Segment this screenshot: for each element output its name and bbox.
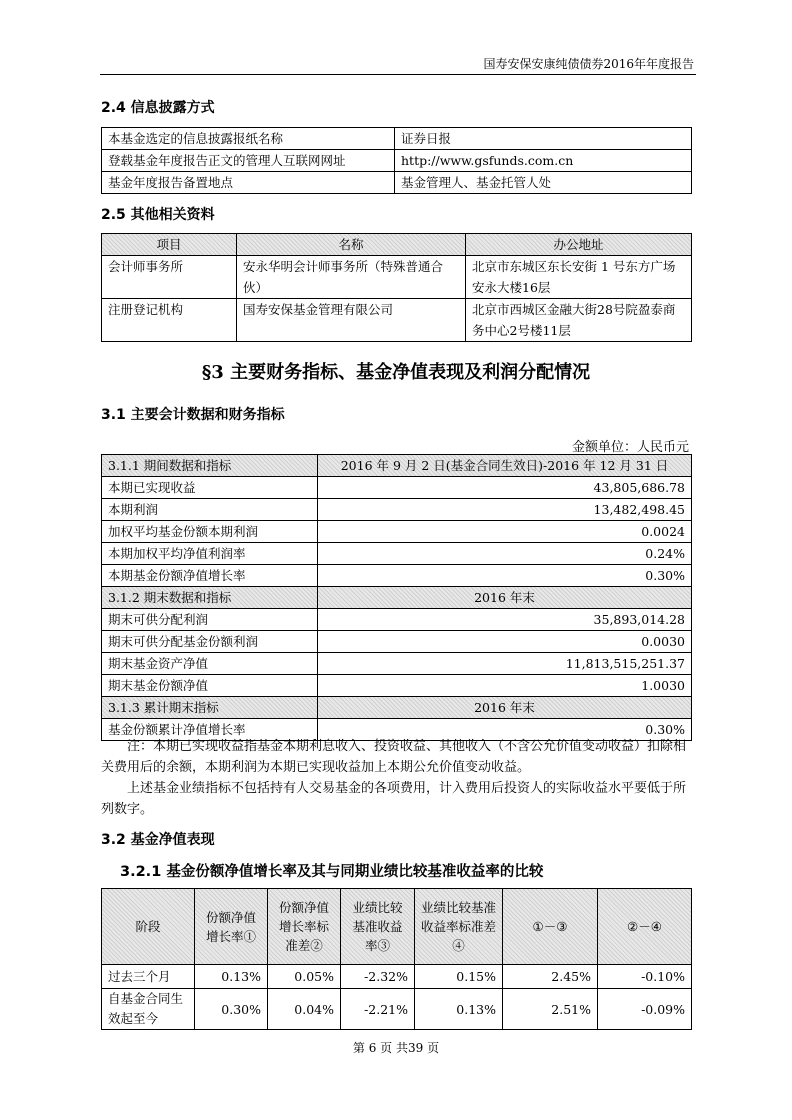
note-2: 上述基金业绩指标不包括持有人交易基金的各项费用，计入费用后投资人的实际收益水平要低于所列数字。 [101,781,687,817]
table-cell: 0.15% [415,965,503,989]
table-row [102,965,692,989]
table-cell: 本期基金份额净值增长率 [102,565,318,587]
table-cell: 2.51% [503,989,598,1030]
table-row [102,565,692,587]
table-cell: 2.45% [503,965,598,989]
table-row [102,609,692,631]
table-row [102,172,692,194]
table-cell: 43,805,686.78 [318,477,692,499]
table-cell: 北京市西城区金融大街28号院盈泰商务中心2号楼11层 [466,299,692,342]
table-cell: 基金管理人、基金托管人处 [395,172,692,194]
table-cell: 本期利润 [102,499,318,521]
table-cell: 加权平均基金份额本期利润 [102,521,318,543]
table-cell: 期末可供分配基金份额利润 [102,631,318,653]
table-header: 项目 [102,234,237,256]
table-row [102,543,692,565]
table-cell: 自基金合同生效起至今 [102,989,195,1030]
table-cell: 北京市东城区东长安街 1 号东方广场安永大楼16层 [466,256,692,299]
table-cell: 会计师事务所 [102,256,237,299]
table-cell: http://www.gsfunds.com.cn [395,150,692,172]
table-cell: 本期已实现收益 [102,477,318,499]
table-cell: -0.09% [598,989,692,1030]
table-row [102,653,692,675]
table-cell: 2016 年末 [318,587,692,609]
table-header: ①－③ [503,889,598,965]
table-cell: -2.21% [341,989,415,1030]
table-cell: 3.1.3 累计期末指标 [102,697,318,719]
disclosure-table [101,127,692,194]
table-cell: -2.32% [341,965,415,989]
table-cell: 13,482,498.45 [318,499,692,521]
section-3-2-1-title: 3.2.1 基金份额净值增长率及其与同期业绩比较基准收益率的比较 [120,864,544,880]
nav-performance-table [101,888,692,1030]
table-cell: 基金年度报告备置地点 [102,172,395,194]
table-cell: 0.0030 [318,631,692,653]
table-cell: 0.30% [318,719,692,741]
table-row [102,128,692,150]
table-group-header [102,455,692,477]
table-cell: 期末可供分配利润 [102,609,318,631]
section-3-1-title: 3.1 主要会计数据和财务指标 [101,407,285,423]
table-row [102,675,692,697]
table-header: 名称 [237,234,466,256]
table-cell: 0.0024 [318,521,692,543]
header-rule [100,74,696,75]
table-cell: 安永华明会计师事务所（特殊普通合伙） [237,256,466,299]
table-cell: 过去三个月 [102,965,195,989]
other-info-table [101,233,692,342]
table-cell: 期末基金资产净值 [102,653,318,675]
table-row [102,477,692,499]
table-cell: 2016 年 9 月 2 日(基金合同生效日)-2016 年 12 月 31 日 [318,455,692,477]
table-cell: 0.30% [195,989,268,1030]
table-cell: 0.24% [318,543,692,565]
table-row [102,521,692,543]
currency-unit: 金额单位：人民币元 [571,440,689,455]
table-header: 业绩比较基准收益率标准差④ [415,889,503,965]
table-header: ②－④ [598,889,692,965]
table-cell: 0.13% [195,965,268,989]
table-cell: 注册登记机构 [102,299,237,342]
table-cell: 期末基金份额净值 [102,675,318,697]
table-cell: 基金份额累计净值增长率 [102,719,318,741]
table-cell: 登载基金年度报告正文的管理人互联网网址 [102,150,395,172]
table-cell: 0.13% [415,989,503,1030]
table-cell: 0.30% [318,565,692,587]
table-cell: 0.04% [268,989,341,1030]
table-header-row [102,889,692,965]
financial-indicators-table [101,454,692,741]
note-1: 注：本期已实现收益指基金本期利息收入、投资收益、其他收入（不含公允价值变动收益）扣除相关费用后的余额，本期利润为本期已实现收益加上本期公允价值变动收益。 [101,739,687,775]
section-2-4-title: 2.4 信息披露方式 [101,100,215,116]
table-header: 份额净值增长率① [195,889,268,965]
table-header: 阶段 [102,889,195,965]
table-cell: 证券日报 [395,128,692,150]
table-cell: 2016 年末 [318,697,692,719]
page-footer: 第 6 页 共39 页 [352,1041,440,1055]
table-header: 业绩比较基准收益率③ [341,889,415,965]
table-header: 办公地址 [466,234,692,256]
section-2-5-title: 2.5 其他相关资料 [101,207,215,223]
table-cell: 3.1.1 期间数据和指标 [102,455,318,477]
table-row [102,256,692,299]
header-title: 国寿安保安康纯债债券2016年年度报告 [483,57,694,71]
table-group-header [102,587,692,609]
table-cell: -0.10% [598,965,692,989]
table-cell: 3.1.2 期末数据和指标 [102,587,318,609]
table-row [102,989,692,1030]
section-3-2-title: 3.2 基金净值表现 [101,832,215,848]
table-row [102,299,692,342]
table-row [102,631,692,653]
table-cell: 本基金选定的信息披露报纸名称 [102,128,395,150]
chapter-3-title: §3 主要财务指标、基金净值表现及利润分配情况 [201,362,591,383]
table-cell: 本期加权平均净值利润率 [102,543,318,565]
table-cell: 35,893,014.28 [318,609,692,631]
table-cell: 0.05% [268,965,341,989]
table-header: 份额净值增长率标准差② [268,889,341,965]
table-cell: 11,813,515,251.37 [318,653,692,675]
table-row [102,150,692,172]
table-cell: 1.0030 [318,675,692,697]
table-group-header [102,697,692,719]
table-header-row [102,234,692,256]
table-cell: 国寿安保基金管理有限公司 [237,299,466,342]
table-row [102,499,692,521]
